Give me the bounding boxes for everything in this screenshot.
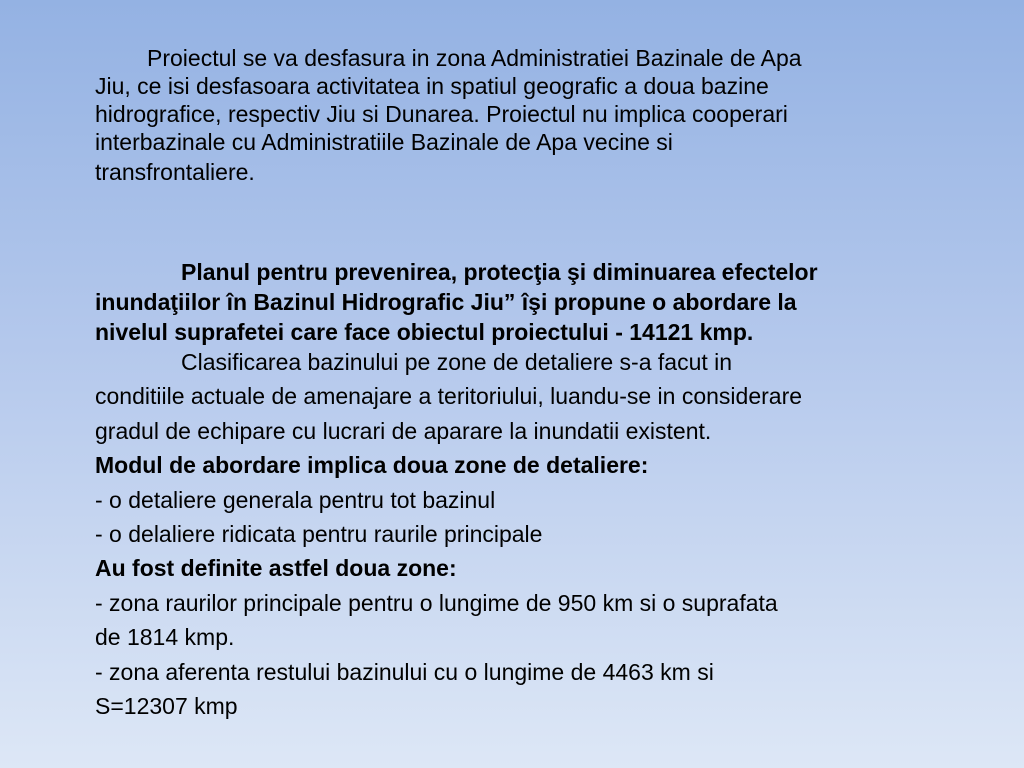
intro-paragraph: [95, 44, 975, 186]
list-item: - zona raurilor principale pentru o lungime de 950 km si o suprafata: [95, 589, 778, 616]
list-item: - zona aferenta restului bazinului cu o lungime de 4463 km si: [95, 658, 714, 685]
intro-line: Proiectul se va desfasura in zona Administratiei Bazinale de Apa: [147, 45, 802, 71]
section-heading: Au fost definite astfel doua zone:: [95, 555, 457, 582]
intro-line: interbazinale cu Administratiile Bazinale de Apa vecine si: [95, 129, 673, 155]
body-line: gradul de echipare cu lucrari de aparare la inundatii existent.: [95, 417, 712, 444]
section-heading: Modul de abordare implica doua zone de detaliere:: [95, 452, 649, 479]
plan-line: nivelul suprafetei care face obiectul proiectului - 14121 kmp.: [95, 319, 754, 345]
list-item-continued: de 1814 kmp.: [95, 624, 235, 651]
body-line: conditiile actuale de amenajare a teritoriului, luandu-se in considerare: [95, 383, 803, 410]
list-item-continued: S=12307 kmp: [95, 693, 238, 720]
list-item: - o delaliere ridicata pentru raurile principale: [95, 521, 543, 548]
intro-line: hidrografice, respectiv Jiu si Dunarea. Proiectul nu implica cooperari: [95, 101, 788, 127]
intro-line: transfrontaliere.: [95, 159, 255, 185]
intro-line: Jiu, ce isi desfasoara activitatea in spatiul geografic a doua bazine: [95, 73, 769, 99]
plan-line: inundaţiilor în Bazinul Hidrografic Jiu” îşi propune o abordare la: [95, 289, 797, 315]
plan-line: Planul pentru prevenirea, protecţia şi diminuarea efectelor: [181, 259, 818, 285]
body-line: Clasificarea bazinului pe zone de detaliere s-a facut in: [181, 349, 733, 375]
classification-section: [95, 345, 995, 723]
list-item: - o detaliere generala pentru tot bazinul: [95, 486, 496, 513]
plan-paragraph: [95, 257, 975, 347]
